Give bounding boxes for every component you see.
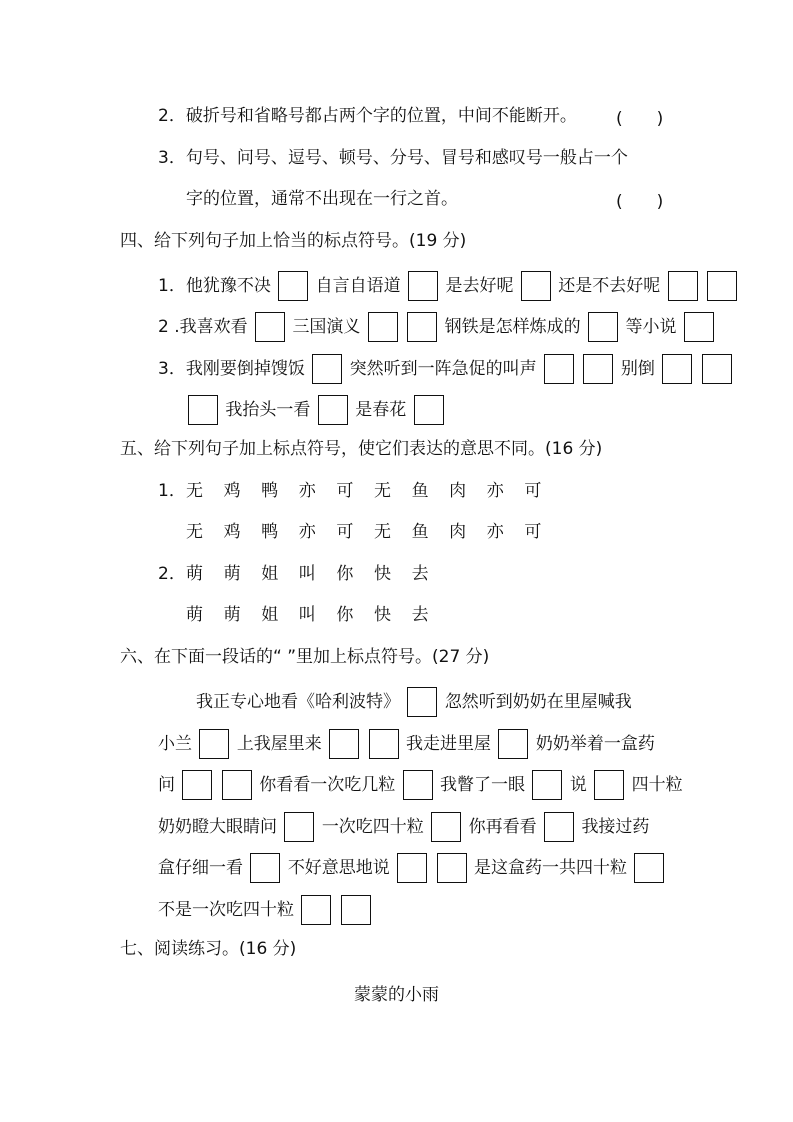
answer-box[interactable]	[188, 395, 218, 425]
answer-box[interactable]	[498, 729, 528, 759]
char: 亦	[298, 481, 316, 501]
text-fragment: 上我屋里来	[236, 734, 322, 754]
char: 叫	[298, 605, 316, 625]
s4-q2	[158, 312, 716, 342]
answer-box[interactable]	[255, 312, 285, 342]
text-fragment: 四十粒	[631, 775, 683, 795]
answer-box[interactable]	[329, 729, 359, 759]
text-fragment: 是春花	[355, 400, 407, 420]
text-fragment: 你看看一次吃几粒	[259, 775, 396, 795]
s5-q2-line1	[158, 562, 449, 586]
text-fragment: 小兰	[158, 734, 192, 754]
text-fragment: 3．我刚要倒掉馊饭	[158, 359, 305, 379]
char: 你	[336, 605, 354, 625]
s3-q3-text-2: 字的位置，通常不出现在一行之首。	[186, 189, 458, 209]
text-fragment: 是去好呢	[445, 276, 514, 296]
s3-q2	[158, 104, 577, 128]
char: 萌	[186, 605, 203, 625]
answer-box[interactable]	[431, 812, 461, 842]
char: 鸡	[223, 522, 241, 542]
text-fragment: 1．他犹豫不决	[158, 276, 271, 296]
char: 鸡	[223, 481, 241, 501]
section-heading: 五、给下列句子加上标点符号，使它们表达的意思不同。(16 分)	[120, 439, 603, 459]
answer-box[interactable]	[250, 853, 280, 883]
char: 亦	[298, 522, 316, 542]
text-fragment: 不好意思地说	[287, 858, 390, 878]
answer-box[interactable]	[301, 895, 331, 925]
text-fragment: 突然听到一阵急促的叫声	[349, 359, 537, 379]
text-fragment: 2 .我喜欢看	[158, 317, 248, 337]
section-heading: 七、阅读练习。(16 分)	[120, 939, 297, 959]
text-fragment: 还是不去好呢	[558, 276, 661, 296]
char: 去	[411, 605, 429, 625]
answer-box[interactable]	[182, 770, 212, 800]
char: 快	[373, 605, 391, 625]
char: 无	[373, 522, 391, 542]
answer-box[interactable]	[684, 312, 714, 342]
char: 鸭	[261, 522, 279, 542]
text-fragment: 别倒	[620, 359, 655, 379]
s7-heading	[120, 937, 296, 961]
answer-box[interactable]	[284, 812, 314, 842]
answer-box[interactable]	[544, 812, 574, 842]
section-heading: 四、给下列句子加上恰当的标点符号。(19 分)	[120, 231, 467, 251]
char: 亦	[486, 481, 504, 501]
s5-q1-line1	[158, 479, 562, 503]
text-fragment: 我走进里屋	[406, 734, 492, 754]
s3-q3-answer-paren[interactable]: ( )	[616, 192, 664, 212]
char: 姐	[261, 605, 279, 625]
s4-q3-line1	[158, 354, 734, 384]
char: 叫	[298, 564, 316, 584]
char: 姐	[261, 564, 279, 584]
answer-box[interactable]	[544, 354, 574, 384]
s3-q2-answer-paren[interactable]: ( )	[616, 109, 664, 129]
answer-box[interactable]	[222, 770, 252, 800]
char: 可	[524, 481, 542, 501]
text-fragment: 我抬头一看	[225, 400, 311, 420]
char: 去	[411, 564, 429, 584]
char: 快	[373, 564, 391, 584]
char: 萌	[223, 605, 241, 625]
text-fragment: 奶奶瞪大眼睛问	[158, 817, 277, 837]
char: 鸭	[261, 481, 279, 501]
answer-box[interactable]	[368, 312, 398, 342]
answer-box[interactable]	[634, 853, 664, 883]
s4-q3-line2	[186, 395, 446, 425]
char: 无	[186, 481, 203, 501]
s6-line2	[158, 729, 655, 759]
char: 萌	[186, 564, 203, 584]
answer-box[interactable]	[521, 271, 551, 301]
text-fragment: 钢铁是怎样炼成的	[444, 317, 581, 337]
char: 你	[336, 564, 354, 584]
char: 亦	[486, 522, 504, 542]
text-fragment: 说	[569, 775, 587, 795]
char: 肉	[449, 481, 467, 501]
answer-box[interactable]	[408, 271, 438, 301]
answer-box[interactable]	[407, 687, 437, 717]
char: 鱼	[411, 522, 429, 542]
text-fragment: 盒仔细一看	[158, 858, 243, 878]
s6-line1	[196, 687, 632, 717]
s3-q3-line2	[186, 187, 458, 211]
char: 肉	[449, 522, 467, 542]
text-fragment: 你再看看	[468, 817, 537, 837]
text-fragment: 我瞥了一眼	[440, 775, 526, 795]
s6-heading	[120, 645, 489, 669]
answer-box[interactable]	[318, 395, 348, 425]
answer-box[interactable]	[369, 729, 399, 759]
answer-box[interactable]	[397, 853, 427, 883]
s6-line4	[158, 812, 649, 842]
char: 无	[186, 522, 203, 542]
question-number: 2．	[158, 564, 186, 584]
s6-line6	[158, 895, 373, 925]
answer-box[interactable]	[278, 271, 308, 301]
answer-box[interactable]	[437, 853, 467, 883]
s6-line5	[158, 853, 666, 883]
s3-q3-line1	[158, 146, 628, 170]
section-heading: 六、在下面一段话的“ ”里加上标点符号。(27 分)	[120, 647, 490, 667]
text-fragment: 问	[158, 775, 175, 795]
text-fragment: 我正专心地看《哈利波特》	[196, 692, 400, 712]
char: 可	[336, 481, 354, 501]
char: 可	[524, 522, 542, 542]
s6-line3	[158, 770, 683, 800]
char: 无	[373, 481, 391, 501]
answer-box[interactable]	[662, 354, 692, 384]
text-fragment: 奶奶举着一盒药	[535, 734, 655, 754]
question-number: 1．	[158, 481, 186, 501]
passage-title: 蒙蒙的小雨	[354, 985, 439, 1005]
text-fragment: 自言自语道	[315, 276, 401, 296]
answer-box[interactable]	[199, 729, 229, 759]
text-fragment: 我接过药	[581, 817, 650, 837]
answer-box[interactable]	[594, 770, 624, 800]
answer-box[interactable]	[668, 271, 698, 301]
answer-box[interactable]	[583, 354, 613, 384]
char: 可	[336, 522, 354, 542]
answer-box[interactable]	[532, 770, 562, 800]
text-fragment: 三国演义	[292, 317, 361, 337]
s4-q1	[158, 271, 739, 301]
answer-box[interactable]	[341, 895, 371, 925]
text-fragment: 等小说	[625, 317, 677, 337]
s5-q2-line2	[186, 603, 449, 627]
s3-q3-text-1: 3．句号、问号、逗号、顿号、分号、冒号和感叹号一般占一个	[158, 148, 628, 168]
answer-box[interactable]	[702, 354, 732, 384]
s5-q1-line2	[186, 520, 562, 544]
s4-heading	[120, 229, 466, 253]
answer-box[interactable]	[312, 354, 342, 384]
text-fragment: 一次吃四十粒	[321, 817, 424, 837]
s5-heading	[120, 437, 602, 461]
text-fragment: 是这盒药一共四十粒	[474, 858, 628, 878]
answer-box[interactable]	[407, 312, 437, 342]
answer-box[interactable]	[403, 770, 433, 800]
s3-q2-text: 2．破折号和省略号都占两个字的位置，中间不能断开。	[158, 106, 577, 126]
answer-box[interactable]	[414, 395, 444, 425]
answer-box[interactable]	[707, 271, 737, 301]
text-fragment: 忽然听到奶奶在里屋喊我	[444, 692, 632, 712]
char: 萌	[223, 564, 241, 584]
answer-box[interactable]	[588, 312, 618, 342]
char: 鱼	[411, 481, 429, 501]
text-fragment: 不是一次吃四十粒	[158, 900, 294, 920]
